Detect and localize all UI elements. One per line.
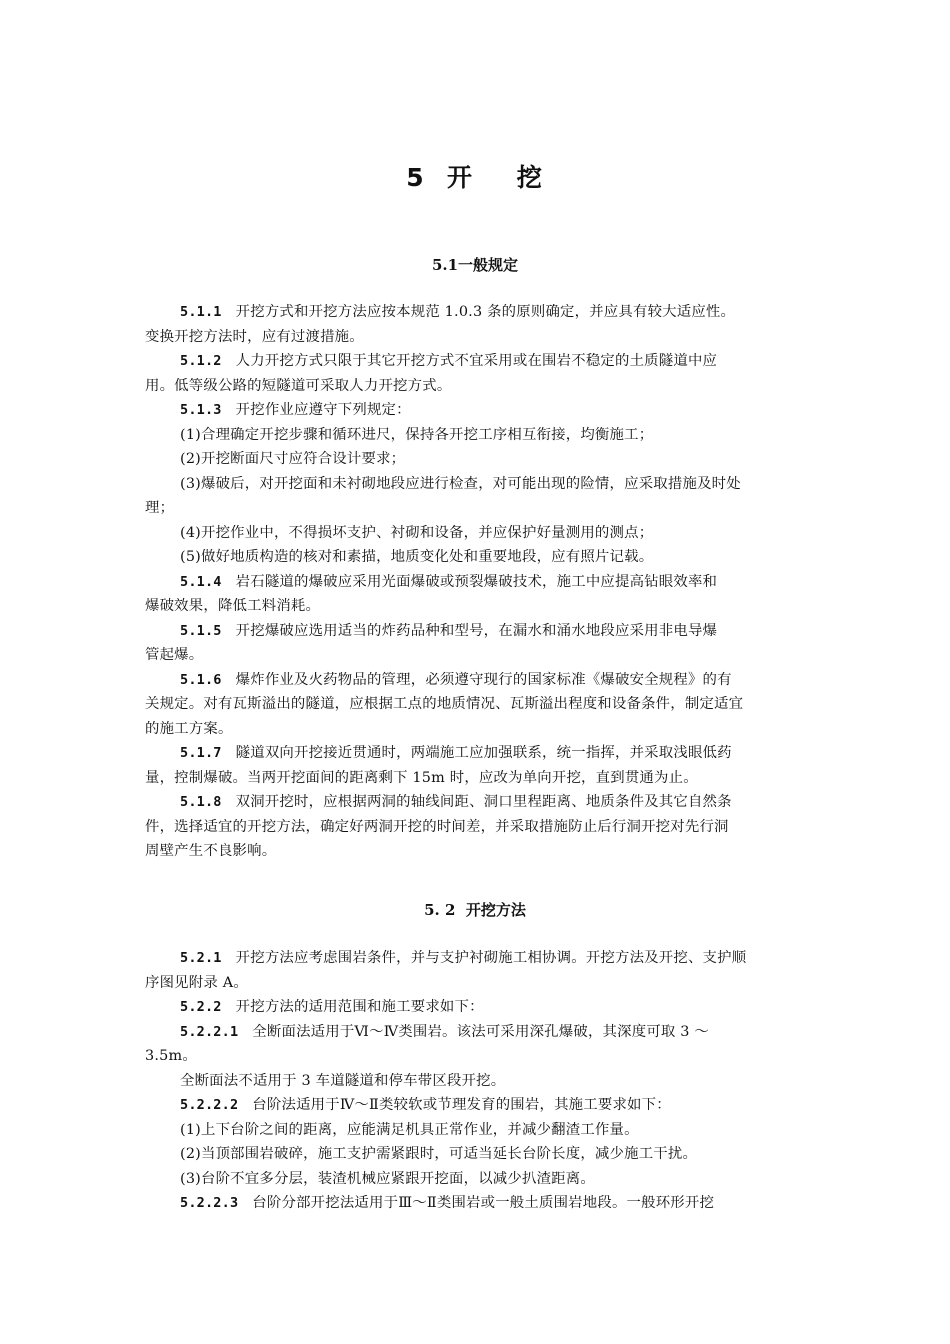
clause-text: 开挖方法的适用范围和施工要求如下： (235, 999, 484, 1015)
section-heading-5-1: 5.1一般规定 (431, 256, 519, 274)
text-line (145, 327, 810, 347)
text-line (145, 376, 810, 396)
text-line (145, 817, 810, 837)
clause-text: (3)台阶不宜多分层，装渣机械应紧跟开挖面，以减少扒渣距离。 (180, 1170, 595, 1187)
clause-text: 岩石隧道的爆破应采用光面爆破或预裂爆破技术，施工中应提高钻眼效率和 (235, 573, 718, 590)
clause-text: 管起爆。 (145, 647, 204, 663)
text-line (180, 1022, 810, 1042)
clause-number: 5.1.1 (180, 304, 222, 320)
text-line (180, 474, 810, 494)
clause-text: 全断面法适用于Ⅵ～Ⅳ类围岩。该法可采用深孔爆破，其深度可取 3 ～ (252, 1023, 709, 1040)
text-line (180, 948, 810, 968)
clause-text: (1)合理确定开挖步骤和循环进尺，保持各开挖工序相互衔接，均衡施工； (180, 426, 654, 443)
text-line (180, 523, 810, 543)
text-line (180, 547, 810, 567)
text-line (145, 694, 810, 714)
text-line (180, 792, 810, 812)
text-line (180, 997, 810, 1017)
clause-text: 量，控制爆破。当两开挖面间的距离剩下 15m 时，应改为单向开挖，直到贯通为止。 (145, 769, 698, 786)
clause-number: 5.1.8 (180, 794, 222, 810)
clause-text: 变换开挖方法时，应有过渡措施。 (145, 328, 364, 345)
text-line (180, 572, 810, 592)
clause-text: 隧道双向开挖接近贯通时，两端施工应加强联系，统一指挥，并采取浅眼低药 (235, 745, 732, 761)
clause-text: 理； (145, 500, 175, 516)
text-line (180, 621, 810, 641)
clause-text: 开挖作业应遵守下列规定： (235, 402, 411, 418)
clause-text: 台阶分部开挖法适用于Ⅲ～Ⅱ类围岩或一般土质围岩地段。一般环形开挖 (252, 1195, 715, 1211)
clause-text: 开挖方法应考虑围岩条件，并与支护衬砌施工相协调。开挖方法及开挖、支护顺 (235, 950, 747, 966)
clause-text: 爆破效果，降低工料消耗。 (145, 598, 321, 614)
text-line (145, 596, 810, 616)
clause-text: 用。低等级公路的短隧道可采取人力开挖方式。 (145, 377, 452, 394)
clause-text: 关规定。对有瓦斯溢出的隧道，应根据工点的地质情况、瓦斯溢出程度和设备条件，制定适宜 (145, 696, 744, 712)
clause-number: 5.1.3 (180, 402, 222, 418)
clause-text: 台阶法适用于Ⅳ～Ⅱ类较软或节理发育的围岩，其施工要求如下： (252, 1097, 671, 1113)
text-line (145, 645, 810, 665)
clause-text: 件，选择适宜的开挖方法，确定好两洞开挖的时间差，并采取措施防止后行洞开挖对先行洞 (145, 818, 729, 835)
clause-number: 5.2.1 (180, 950, 222, 966)
text-line (180, 1193, 810, 1213)
text-line (180, 351, 810, 371)
text-line (180, 302, 810, 322)
clause-text: 开挖爆破应选用适当的炸药品种和型号，在漏水和涌水地段应采用非电导爆 (235, 622, 718, 639)
clause-number: 5.2.2.2 (180, 1097, 239, 1113)
text-line (145, 973, 810, 993)
clause-text: 爆炸作业及火药物品的管理，必须遵守现行的国家标准《爆破安全规程》的有 (235, 671, 732, 688)
clause-text: 全断面法不适用于 3 车道隧道和停车带区段开挖。 (180, 1072, 506, 1089)
clause-text: 人力开挖方式只限于其它开挖方式不宜采用或在围岩不稳定的土质隧道中应 (235, 353, 718, 369)
clause-text: (2)当顶部围岩破碎，施工支护需紧跟时，可适当延长台阶长度，减少施工干扰。 (180, 1146, 698, 1162)
clause-text: (3)爆破后，对开挖面和未衬砌地段应进行检查，对可能出现的险情，应采取措施及时处 (180, 475, 741, 492)
clause-text: (4)开挖作业中，不得损坏支护、衬砌和设备，并应保护好量测用的测点； (180, 524, 654, 541)
clause-number: 5.1.5 (180, 622, 222, 639)
clause-text: 周壁产生不良影响。 (145, 843, 277, 859)
clause-text: (2)开挖断面尺寸应符合设计要求； (180, 451, 406, 467)
section-heading-5-2: 5. 2 开挖方法 (424, 901, 526, 919)
text-line (180, 400, 810, 420)
text-line (145, 1046, 810, 1066)
text-line (180, 1120, 810, 1140)
clause-number: 5.2.2.1 (180, 1023, 239, 1040)
text-line (145, 498, 810, 518)
clause-text: (1)上下台阶之间的距离，应能满足机具正常作业，并减少翻渣工作量。 (180, 1121, 639, 1138)
text-line (180, 670, 810, 690)
clause-number: 5.1.7 (180, 745, 222, 761)
text-line (180, 1144, 810, 1164)
clause-number: 5.1.2 (180, 353, 222, 369)
clause-number: 5.1.6 (180, 671, 222, 688)
clause-text: 双洞开挖时，应根据两洞的轴线间距、洞口里程距离、地质条件及其它自然条 (235, 794, 732, 810)
text-line (145, 768, 810, 788)
text-line (180, 449, 810, 469)
text-line (180, 743, 810, 763)
text-line (180, 425, 810, 445)
clause-number: 5.2.2 (180, 999, 222, 1015)
clause-text: 3.5m。 (145, 1048, 197, 1064)
text-line (180, 1071, 810, 1091)
clause-number: 5.1.4 (180, 573, 222, 590)
clause-text: (5)做好地质构造的核对和素描，地质变化处和重要地段，应有照片记载。 (180, 549, 654, 565)
clause-text: 序图见附录 A。 (145, 974, 248, 991)
chapter-title: 5 开 挖 (406, 163, 544, 192)
text-line (145, 841, 810, 861)
clause-text: 的施工方案。 (145, 720, 233, 737)
clause-text: 开挖方式和开挖方法应按本规范 1.0.3 条的原则确定，并应具有较大适应性。 (235, 304, 736, 320)
text-line (180, 1169, 810, 1189)
clause-number: 5.2.2.3 (180, 1195, 239, 1211)
text-line (145, 719, 810, 739)
text-line (180, 1095, 810, 1115)
